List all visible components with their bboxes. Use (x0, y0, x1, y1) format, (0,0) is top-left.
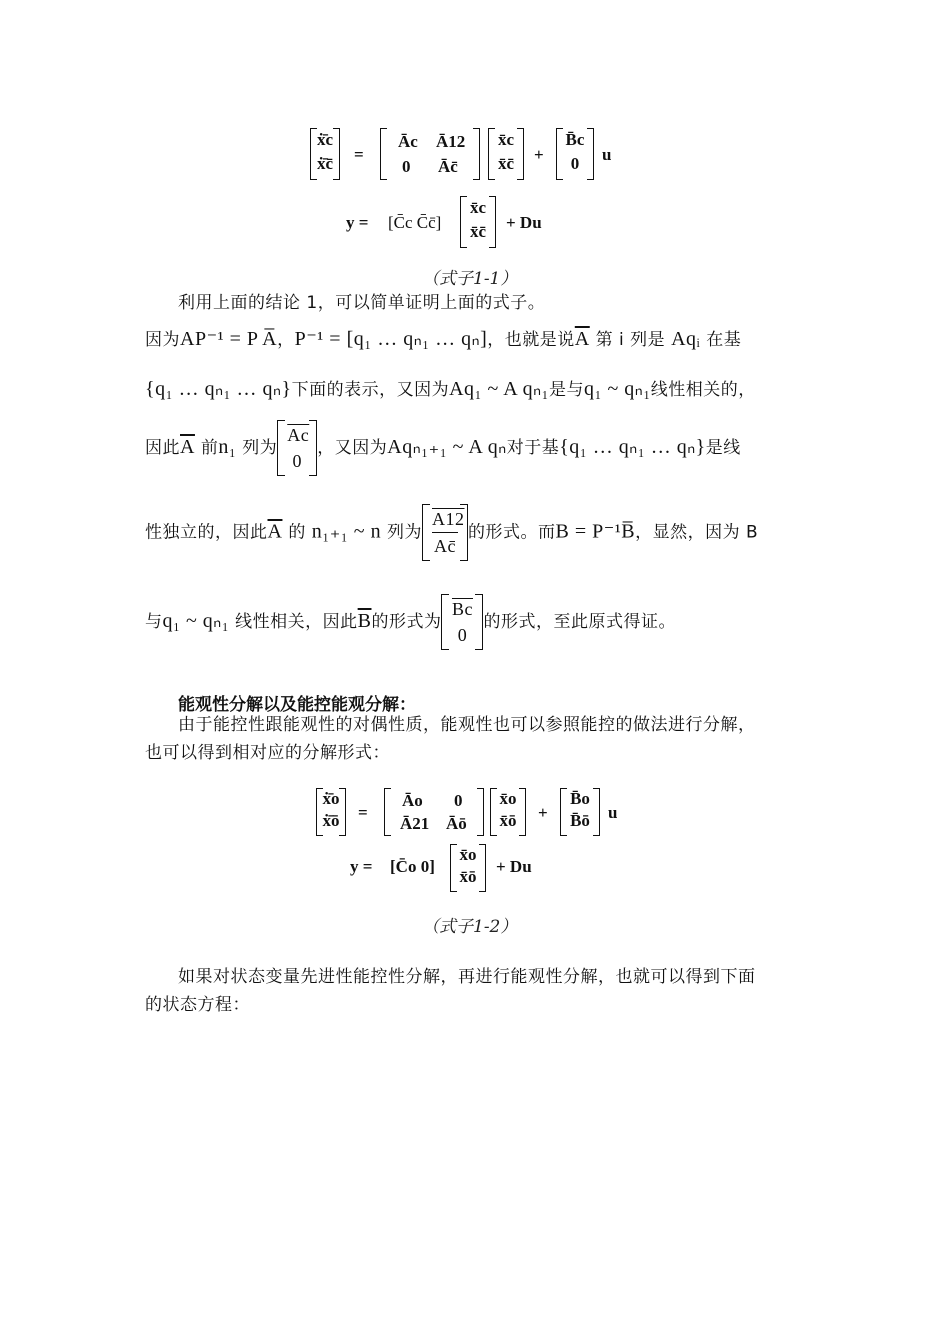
line2-text-3: ，也就是说 (487, 330, 575, 350)
line5-text-1: 性独立的，因此 (145, 522, 268, 543)
eq2-lhs-0: ẋ̄o (322, 789, 340, 808)
line4-text-1: 因此 (145, 438, 180, 458)
eq2-a-10: Ā21 (400, 814, 430, 833)
eq2-du: + Du (496, 857, 532, 876)
equation-1-1 (310, 128, 640, 258)
eq2-x-0: x̄o (499, 789, 517, 808)
eq2-plus: + (538, 803, 548, 822)
eq1-u: u (602, 145, 612, 164)
line3-text-2: 是与 (549, 380, 585, 400)
eq1-du: + Du (506, 213, 542, 232)
eq1-a-11: Āc̄ (438, 157, 458, 176)
line4-text-2: 前 (200, 438, 219, 458)
line5-text-5: ，显然，因为 B (635, 522, 759, 543)
line4-vec-1: 0 (292, 451, 302, 471)
line6-math-1: q₁ ~ qₙ₁ (162, 610, 230, 632)
paragraph-2-line-1: 由于能控性跟能观性的对偶性质，能观性也可以参照能控的做法进行分解， (178, 715, 756, 735)
line4-vec-0: $\overline{Ac}$ (287, 425, 310, 445)
eq1-a-matrix (380, 128, 480, 180)
line3-math-3: q₁ ~ qₙ₁ (584, 378, 651, 400)
eq1-equals: = (354, 145, 364, 164)
eq1-x-vector-2 (460, 196, 496, 248)
eq2-b-vector (560, 788, 600, 836)
eq2-x2-1: x̄ō (459, 867, 477, 886)
line2-text-5: 在基 (706, 330, 742, 350)
line3-math-2: Aq₁ ~ A qₙ₁ (449, 378, 550, 400)
eq1-x2-0: x̄c (469, 198, 487, 217)
line5-vec-0: A12 (432, 506, 458, 533)
eq2-lhs-1: ẋ̄ō (322, 811, 340, 830)
line5-math-1: $\overline{A}$ (267, 520, 283, 543)
line4-math-3: Aqₙ₁₊₁ ~ A qₙ (387, 436, 507, 458)
line6-math-2: $\overline{B}$ (357, 610, 372, 632)
line2-text-1: 因为 (145, 330, 180, 350)
eq2-x2-0: x̄o (459, 845, 477, 864)
line5-text-2: 的 (288, 522, 306, 543)
eq1-a-00: Āc (398, 132, 418, 151)
paragraph-1: 利用上面的结论 1，可以简单证明上面的式子。 (178, 293, 546, 313)
line5-vec-1: Ac̄ (434, 536, 456, 556)
eq1-x-vector (488, 128, 524, 180)
eq2-a-11: Āō (446, 814, 467, 833)
eq2-a-matrix (384, 788, 484, 836)
eq2-x-vector-2 (450, 844, 486, 892)
paragraph-2-line-2: 也可以得到相对应的分解形式： (145, 743, 390, 763)
eq1-x2-1: x̄c̄ (469, 222, 487, 241)
eq1-b-0: B̄c (565, 130, 585, 149)
caption-1-1: （式子1-1） (422, 269, 518, 289)
line4-text-3: 列为 (242, 438, 278, 458)
line4-math-1: $\overline{A}$ (180, 436, 195, 458)
line6-text-2: 线性相关，因此 (235, 612, 358, 632)
proof-line-3 (145, 374, 756, 405)
eq1-lhs-0: ẋ̄c (316, 130, 334, 149)
eq2-lhs-vector (316, 788, 346, 836)
line3-text-3: 线性相关的， (650, 380, 756, 400)
eq2-a-00: Āo (402, 791, 423, 810)
eq2-c-row: [C̄o 0] (390, 857, 435, 876)
line5-text-3: 列为 (387, 522, 422, 543)
proof-line-2 (145, 324, 741, 355)
line2-text-2: ， (277, 330, 295, 350)
line6-text-3: 的形式为 (371, 612, 442, 632)
eq1-a-01: Ā12 (436, 132, 466, 151)
line6-vec-0: $\overline{Bc}$ (451, 599, 473, 619)
eq1-plus: + (534, 145, 544, 164)
eq1-x-0: x̄c (497, 130, 515, 149)
eq1-b-vector (556, 128, 594, 180)
eq2-a-01: 0 (454, 791, 463, 810)
eq1-b-1: 0 (570, 154, 580, 173)
line2-math-3: $\overline{A}$ (574, 328, 590, 350)
proof-line-6 (145, 594, 676, 658)
line4-math-2: n₁ (218, 436, 237, 458)
line4-text-4: ，又因为 (317, 438, 388, 458)
line5-vector (422, 504, 468, 561)
line5-text-4: 的形式。而 (468, 522, 556, 543)
line6-text-4: 的形式，至此原式得证。 (483, 612, 676, 632)
section-heading: 能观性分解以及能控能观分解： (178, 695, 416, 715)
eq2-y: y = (350, 857, 373, 876)
equation-1-2 (316, 788, 636, 898)
line4-text-6: 是线 (705, 438, 741, 458)
line3-math-1: {q₁ … qₙ₁ … qₙ} (145, 378, 292, 400)
line6-text-1: 与 (145, 612, 163, 632)
line2-text-4: 第 i 列是 (595, 330, 666, 350)
line3-text-1: 下面的表示，又因为 (291, 380, 450, 400)
line2-math-2: P⁻¹ = [q₁ … qₙ₁ … qₙ] (294, 328, 488, 350)
line6-vec-1: 0 (457, 625, 468, 645)
line2-math-4: Aqᵢ (671, 328, 701, 350)
eq2-x-1: x̄ō (499, 811, 517, 830)
line5-math-2: n₁₊₁ ~ n (311, 520, 382, 543)
eq2-u: u (608, 803, 618, 822)
eq1-a-10: 0 (402, 157, 411, 176)
line5-math-3: B = P⁻¹B̅ (555, 520, 636, 543)
eq1-lhs-vector (310, 128, 340, 180)
paragraph-3-line-2: 的状态方程： (145, 995, 250, 1015)
eq1-x-1: x̄c̄ (497, 154, 515, 173)
eq2-equals: = (358, 803, 368, 822)
line4-vector (277, 420, 317, 476)
proof-line-5 (145, 504, 758, 574)
line6-vector (441, 594, 483, 650)
caption-1-2: （式子1-2） (422, 917, 518, 937)
eq2-b-1: B̄ō (570, 811, 590, 830)
paragraph-3-line-1: 如果对状态变量先进性能控性分解，再进行能观性分解，也就可以得到下面 (178, 967, 756, 987)
eq1-c-row: [C̄c C̄c̄] (388, 213, 442, 232)
line4-text-5: 对于基 (506, 438, 560, 458)
line2-math-1: AP⁻¹ = P A̅ (180, 328, 278, 350)
eq1-y: y = (346, 213, 369, 232)
line4-math-4: {q₁ … qₙ₁ … qₙ} (559, 436, 706, 458)
eq2-b-0: B̄o (570, 789, 590, 808)
eq2-x-vector (490, 788, 526, 836)
proof-line-4 (145, 420, 741, 484)
eq1-lhs-1: ẋ̄c̄ (316, 154, 334, 173)
